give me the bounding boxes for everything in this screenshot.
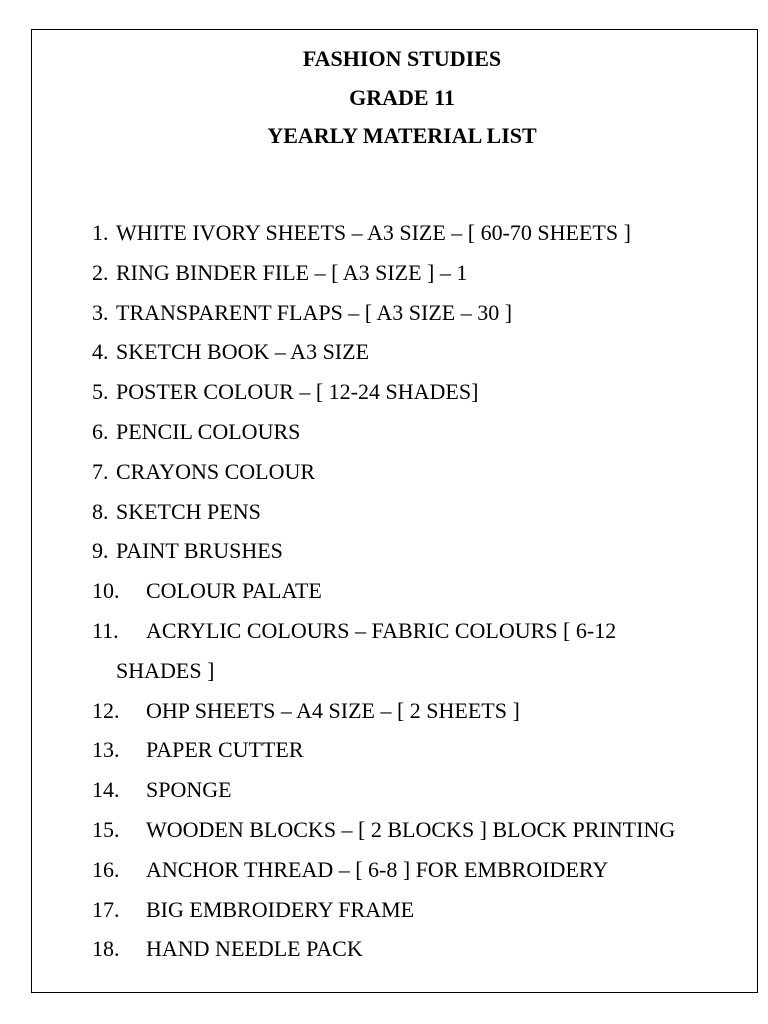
item-number: 10. [92, 578, 120, 604]
item-number: 12. [92, 697, 120, 723]
item-text: PAINT BRUSHES [116, 538, 283, 564]
item-number: 3. [92, 299, 109, 325]
item-text: OHP SHEETS – A4 SIZE – [ 2 SHEETS ] [146, 697, 520, 723]
material-list [92, 213, 752, 969]
item-number: 6. [92, 418, 109, 444]
item-number: 4. [92, 339, 109, 365]
list-item [92, 730, 752, 770]
list-item [92, 691, 752, 731]
item-number: 9. [92, 538, 109, 564]
list-item [92, 332, 752, 372]
list-item [92, 929, 752, 969]
item-text: PENCIL COLOURS [116, 418, 301, 444]
item-text: PAPER CUTTER [146, 737, 304, 763]
item-number: 5. [92, 379, 109, 405]
item-text: BIG EMBROIDERY FRAME [146, 896, 415, 922]
document-header [31, 40, 768, 156]
list-item [92, 531, 752, 571]
item-text: POSTER COLOUR – [ 12-24 SHADES] [116, 379, 479, 405]
item-number: 11. [92, 617, 119, 643]
item-text: WHITE IVORY SHEETS – A3 SIZE – [ 60-70 SHEETS ] [116, 220, 631, 245]
item-text: ACRYLIC COLOURS – FABRIC COLOURS [ 6-12 [146, 617, 617, 643]
item-text: CRAYONS COLOUR [116, 458, 316, 484]
item-number: 14. [92, 777, 120, 803]
list-item [92, 293, 752, 333]
item-number: 15. [92, 816, 120, 842]
list-item [92, 452, 752, 492]
list-item [92, 492, 752, 532]
item-number: 17. [92, 896, 120, 922]
list-item [92, 372, 752, 412]
list-item [92, 571, 752, 611]
item-number: 7. [92, 458, 109, 484]
list-item [92, 412, 752, 452]
item-number: 8. [92, 498, 109, 524]
item-text: TRANSPARENT FLAPS – [ A3 SIZE – 30 ] [116, 299, 513, 325]
item-text: SKETCH BOOK – A3 SIZE [116, 339, 370, 365]
item-text: COLOUR PALATE [146, 578, 322, 604]
item-text-continuation: SHADES ] [116, 657, 215, 683]
item-text: SPONGE [146, 777, 232, 803]
subject-title: FASHION STUDIES [302, 46, 502, 71]
grade-title: GRADE 11 [349, 84, 455, 110]
item-number: 18. [92, 936, 120, 962]
list-item [92, 770, 752, 810]
item-text: WOODEN BLOCKS – [ 2 BLOCKS ] BLOCK PRINTING [146, 816, 676, 842]
item-number: 2. [92, 259, 109, 285]
item-number: 1. [92, 220, 109, 245]
list-item [92, 850, 752, 890]
list-item [92, 213, 752, 253]
item-text: HAND NEEDLE PACK [146, 936, 363, 962]
item-text: ANCHOR THREAD – [ 6-8 ] FOR EMBROIDERY [146, 856, 609, 882]
item-number: 16. [92, 856, 120, 882]
list-item [92, 253, 752, 293]
item-text: RING BINDER FILE – [ A3 SIZE ] – 1 [116, 259, 468, 285]
list-item [92, 810, 752, 850]
list-item [92, 611, 752, 691]
list-title: YEARLY MATERIAL LIST [267, 123, 537, 148]
item-number: 13. [92, 737, 120, 763]
list-item [92, 890, 752, 930]
item-text: SKETCH PENS [116, 498, 261, 524]
